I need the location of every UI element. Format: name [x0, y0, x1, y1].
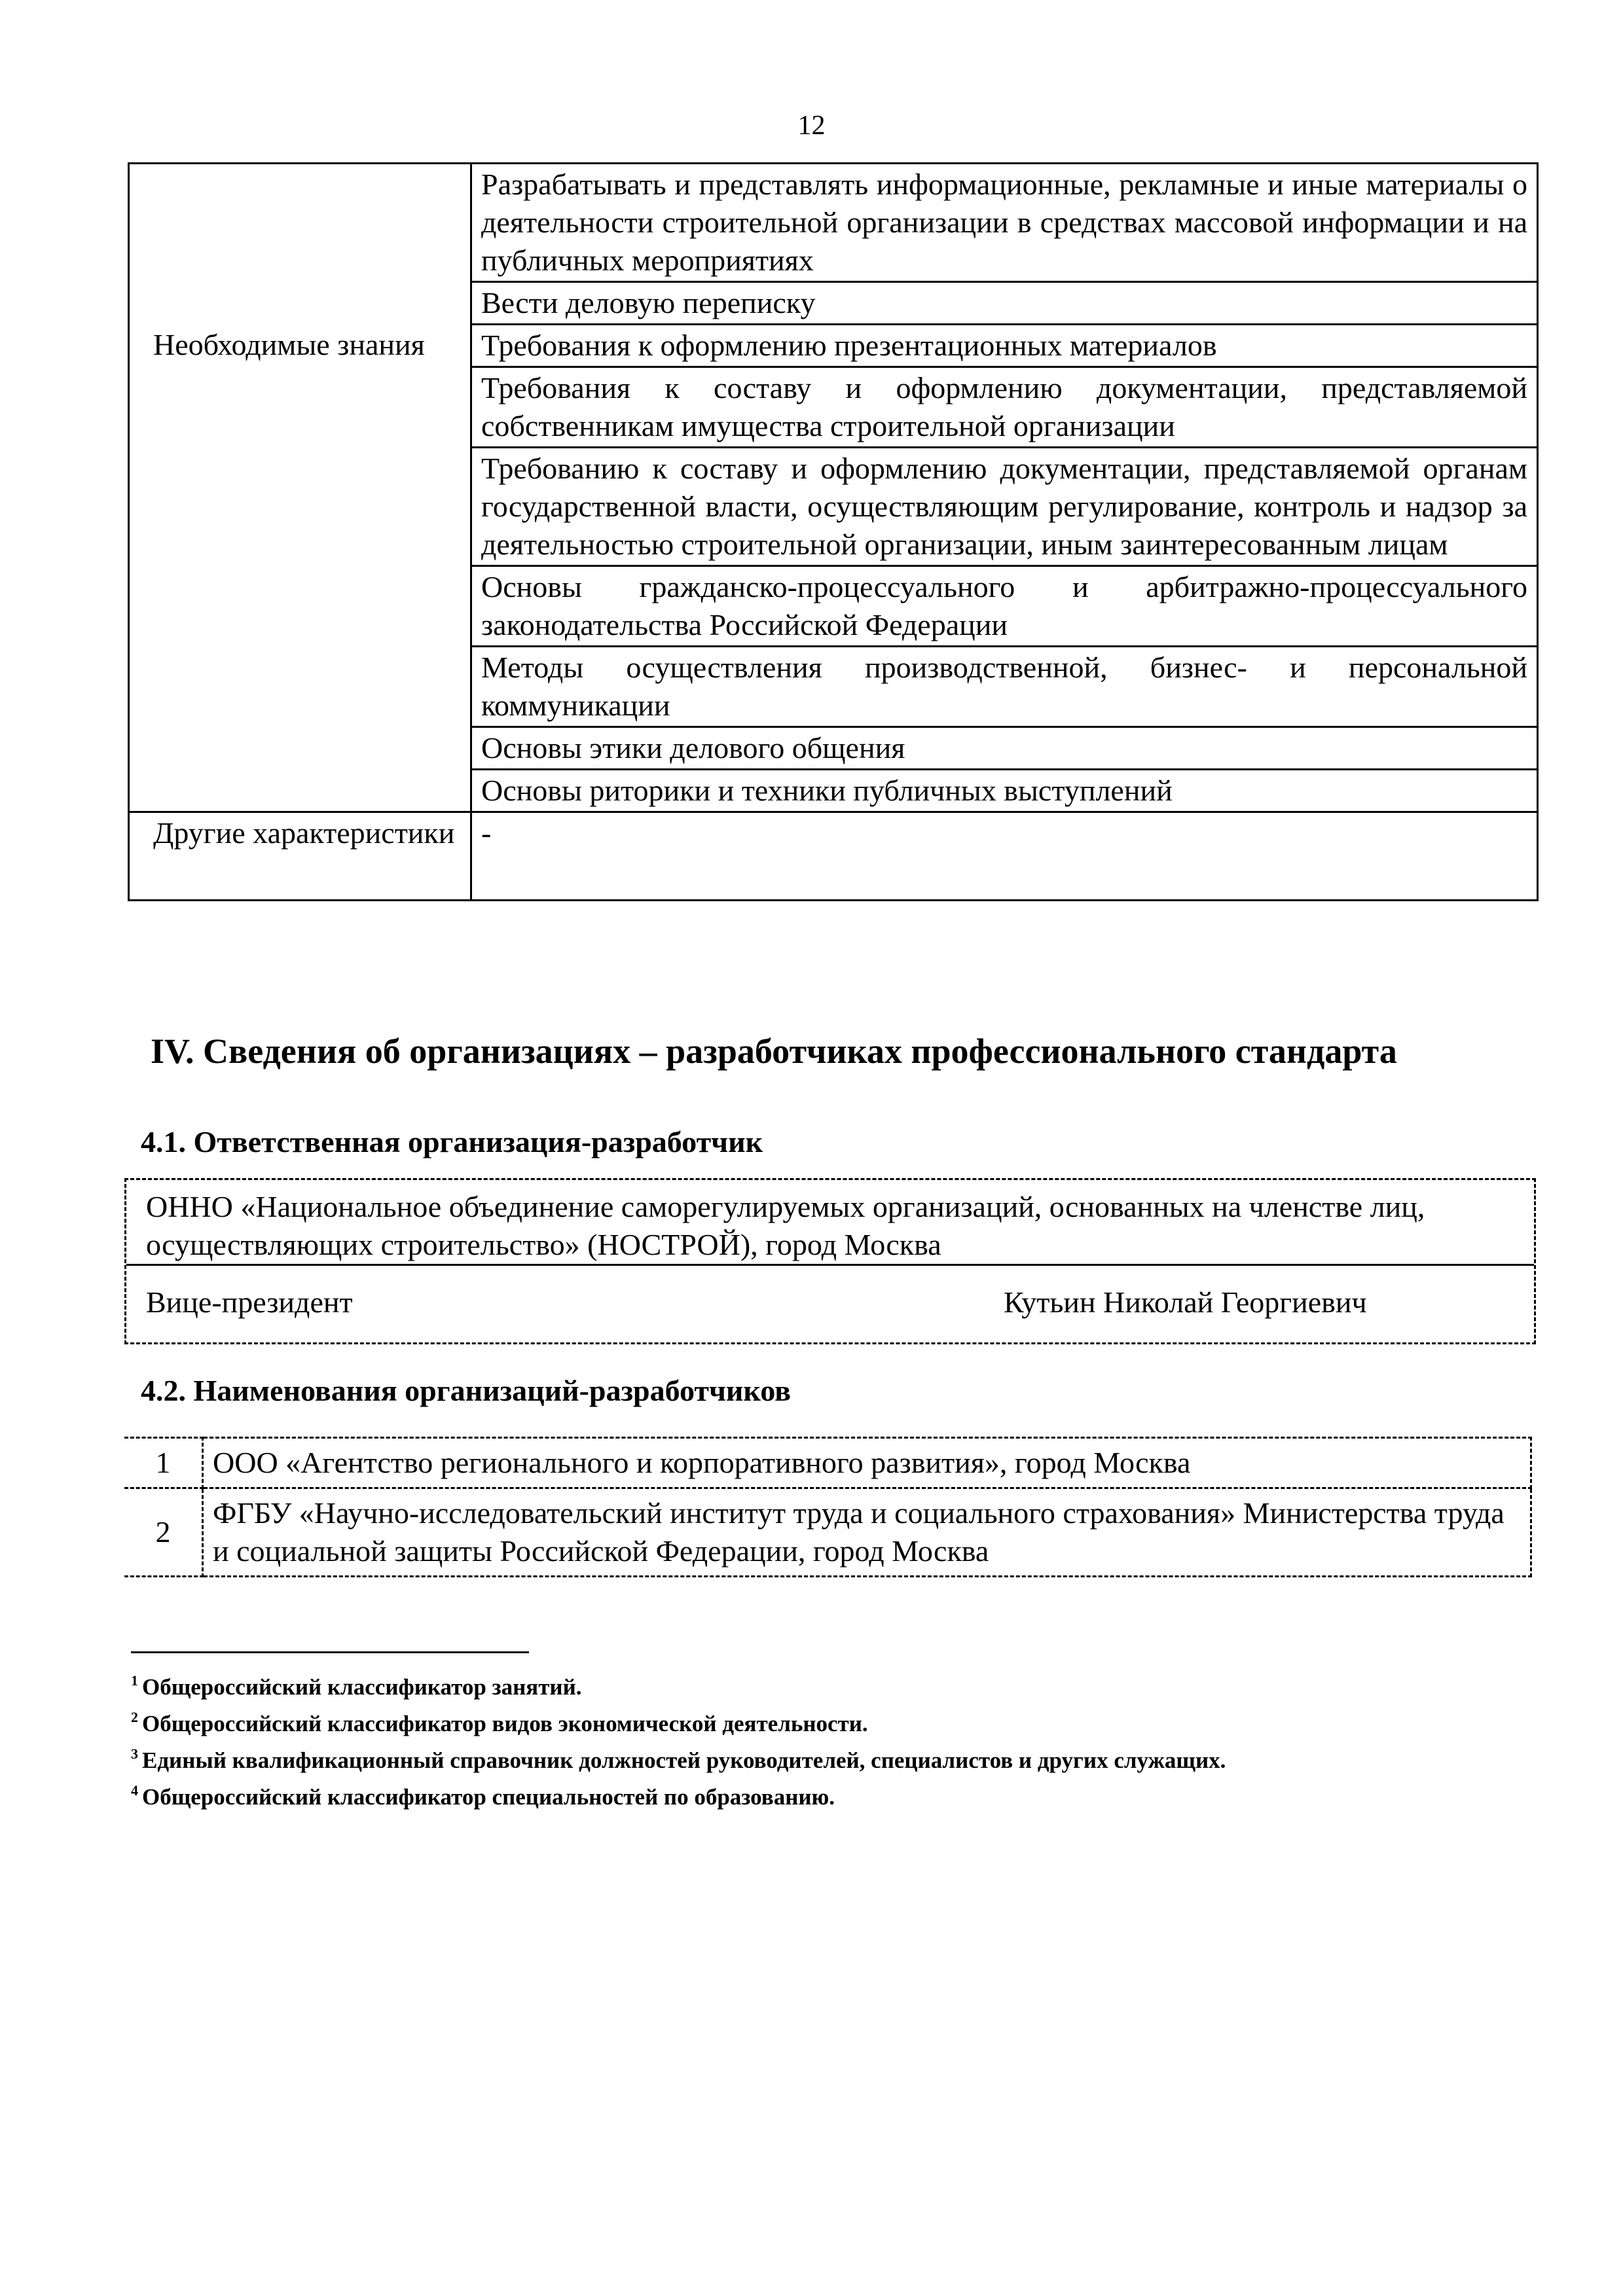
developers-table — [124, 1437, 1532, 1577]
org-person: Кутьин Николай Георгиевич — [1004, 1285, 1367, 1319]
footnote-text: Общероссийский классификатор специальностей по образованию. — [142, 1784, 835, 1810]
row-number: 2 — [124, 1488, 203, 1577]
skill-item: Вести деловую переписку — [471, 282, 1538, 325]
row-label-other: Другие характеристики — [129, 812, 471, 901]
table-row — [124, 1438, 1531, 1488]
section-title: IV. Сведения об организациях – разработчиках профессионального стандарта — [151, 1031, 1397, 1071]
footnote-text: Общероссийский классификатор видов экономической деятельности. — [142, 1711, 868, 1736]
developers-heading: 4.2. Наименования организаций-разработчиков — [141, 1374, 791, 1407]
footnote — [131, 1739, 1226, 1776]
footnotes — [131, 1666, 1226, 1812]
divider — [126, 1264, 1534, 1266]
developer-name: ООО «Агентство регионального и корпоративного развития», город Москва — [203, 1438, 1531, 1488]
row-label-knowledge: Необходимые знания — [129, 325, 471, 812]
knowledge-item: Требованию к составу и оформлению документации, представляемой органам государственной власти, осуществляющим регулирование, контроль и надзор за деятельностью строительной организации, иным заинтересованным лицам — [471, 448, 1538, 566]
footnote-text: Единый квалификационный справочник должностей руководителей, специалистов и других служащих. — [142, 1748, 1226, 1773]
knowledge-item: Основы гражданско-процессуального и арбитражно-процессуального законодательства Российской Федерации — [471, 566, 1538, 647]
knowledge-item: Требования к оформлению презентационных материалов — [471, 325, 1538, 367]
knowledge-item: Методы осуществления производственной, бизнес- и персональной коммуникации — [471, 647, 1538, 727]
table-row — [124, 1488, 1531, 1577]
footnote — [131, 1776, 1226, 1812]
footnote-mark: 2 — [131, 1709, 138, 1725]
footnote-mark: 1 — [131, 1672, 138, 1689]
row-number: 1 — [124, 1438, 203, 1488]
org-role: Вице-президент — [146, 1285, 353, 1319]
org-name: ОННО «Национальное объединение саморегулируемых организаций, основанных на членстве лиц, осуществляющих строительство» (НОСТРОЙ), город Москва — [146, 1190, 1425, 1261]
footnote-separator — [131, 1651, 529, 1653]
other-item: - — [471, 812, 1538, 901]
responsible-org-heading: 4.1. Ответственная организация-разработчик — [141, 1125, 763, 1158]
developer-name: ФГБУ «Научно-исследовательский институт труда и социального страхования» Министерства труда и социальной защиты Российской Федерации, город Москва — [203, 1488, 1531, 1577]
footnote-mark: 3 — [131, 1746, 138, 1762]
footnote-text: Общероссийский классификатор занятий. — [142, 1674, 582, 1700]
knowledge-item: Основы риторики и техники публичных выступлений — [471, 770, 1538, 812]
footnote — [131, 1666, 1226, 1702]
knowledge-item: Основы этики делового общения — [471, 727, 1538, 770]
row-label-empty — [129, 164, 471, 325]
page-number: 12 — [797, 111, 826, 141]
responsible-org-box — [124, 1178, 1536, 1344]
knowledge-item: Требования к составу и оформлению документации, представляемой собственникам имущества строительной организации — [471, 367, 1538, 448]
footnote-mark: 4 — [131, 1782, 138, 1799]
skills-table — [128, 162, 1539, 901]
skill-item: Разрабатывать и представлять информационные, рекламные и иные материалы о деятельности строительной организации в средствах массовой информации и на публичных мероприятиях — [471, 164, 1538, 282]
footnote — [131, 1702, 1226, 1739]
